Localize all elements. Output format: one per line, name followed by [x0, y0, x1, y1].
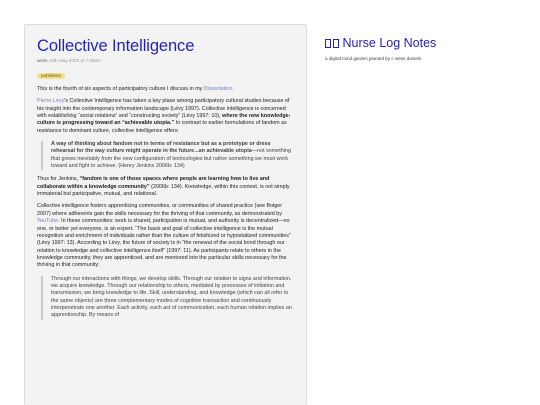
site-title-text[interactable]: Nurse Log Notes	[342, 36, 437, 50]
sidebar	[325, 36, 525, 62]
paragraph-apprenticing	[37, 203, 295, 269]
paragraph-text: .	[232, 86, 234, 92]
paragraph-text: 's Collective Intelligence has taken a key place among participatory cultural studies because of his insight into the contemporary information landscape (Lévy 1997). Collective intelligence is concerned with establishing “social relations” and “constructing society” (Lévy 1997: 10),	[37, 98, 290, 120]
paragraph-fandom	[37, 176, 295, 198]
article-card	[24, 24, 307, 405]
blockquote-levy	[41, 276, 295, 320]
dissertation-link[interactable]: Dissertation	[203, 86, 233, 92]
youtube-link[interactable]: YouTube	[37, 218, 59, 225]
quote-paragraph: Through our interactions with things, we develop skills. Through our relation to signs and information, we acquire knowledge. Through our relationship to others, mediated by processes of initiation and transmission, we bring knowledge to life. Skill, understanding, and knowledge (which can all refer to the same objects) are three complementary modes of cognitive transaction and continuously interpenetrate one another. Each activity, each act of communication, each human relation implies an apprenticeship. By means of	[51, 275, 292, 319]
paragraph-text: This is the fourth of six aspects of participatory culture I discuss in my	[37, 86, 204, 92]
article-title[interactable]: Collective Intelligence	[37, 37, 195, 55]
quote-bold: A way of thinking about fandom not in terms of resistance but as a prototype or dress rehearsal for the way culture might operate in the future...an achievable utopia	[51, 141, 271, 155]
logo-box	[333, 39, 339, 48]
logo-box	[325, 39, 331, 48]
pierre-levy-link[interactable]: Pierre Levy	[37, 98, 65, 105]
paragraph-text: In contrast to earlier formulations of fandom as resistance to dominant culture, collective intelligence offers:	[37, 120, 287, 134]
paragraph-text: Collective intelligence fosters apprenticing communities, or communities of shared practice (see Bolger 2007) where adherents gain the skills necessary for the thriving of that community, as demonstrated by	[37, 203, 283, 217]
article-date: 18th May 2020 at 7:49am	[48, 58, 101, 63]
paragraph-levy	[37, 98, 295, 135]
paragraph-text: . In these communities: work is shared, participation is mutual, and authority is decentralized—no one, or better yet everyone, is an expert. “The basis and goal of collective intelligence is the mutual recognition and enrichment of individuals rather than the culture of fetishized or hypostatized communities” (Lévy 1997: 13). According to Lévy, the future of society is in “the renewal of the social bond through our relation to knowledge and collective intelligence itself” (1997: 11). As participants relate to others in the knowledge community, they are apprenticed, and are mentored into the particular skills necessary for the thriving in that community:	[37, 218, 291, 269]
paragraph-bold: “fandom is one of those spaces where people are learning how to live and collaborate within a knowledge community”	[37, 176, 270, 190]
quote-paragraph	[51, 141, 295, 170]
site-tagline: a digital mind garden planted by c wess daniels	[325, 56, 422, 61]
article-body	[37, 86, 295, 320]
blockquote-jenkins	[41, 141, 295, 170]
paragraph-intro	[37, 86, 295, 93]
article-meta	[37, 57, 295, 64]
article-author[interactable]: wess	[37, 58, 48, 63]
paragraph-text: Thus for Jenkins,	[37, 176, 80, 183]
site-title[interactable]	[325, 36, 525, 51]
quote-text: —not something that grows inevitably from the new configuration of technologies but rather something we must work toward and fight to achieve. (Henry Jenkins 2006b: 134)	[51, 148, 291, 170]
paragraph-bold: where the new knowledge-culture is progressing toward an “achievable utopia.”	[37, 113, 291, 127]
status-badge[interactable]: published	[37, 73, 65, 79]
two-empty-boxes-icon	[325, 39, 339, 48]
paragraph-text: (2006b: 134). Knowledge, within this context, is not simply immaterial but participative, mutual, and relational.	[37, 183, 290, 198]
